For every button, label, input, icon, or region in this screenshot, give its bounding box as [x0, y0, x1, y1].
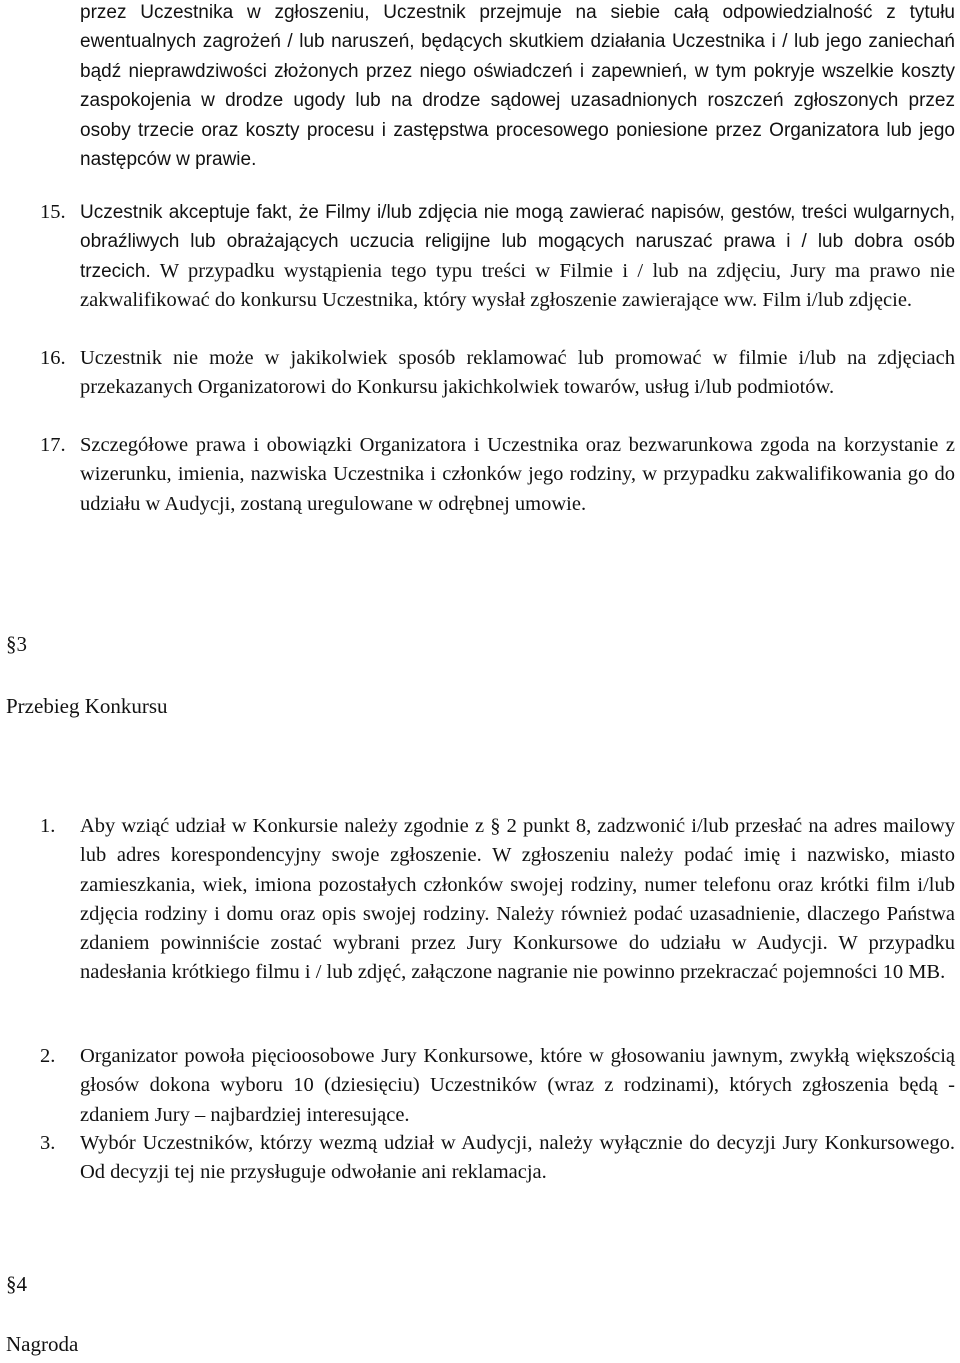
list-item: [40, 344, 955, 403]
list-item-number: 2.: [40, 1045, 56, 1067]
list-item-number: 3.: [40, 1132, 56, 1154]
list-item-text: Uczestnik akceptuje fakt, że Filmy i/lub zdjęcia nie mogą zawierać napisów, gestów, treści wulgarnych, obraźliwych lub obrażających uczucia religijne lub mogących naruszać prawa i / lub dobra osób trzecich.: [80, 202, 955, 282]
list-item-text: Uczestnik nie może w jakikolwiek sposób reklamować lub promować w filmie i/lub na zdjęciach przekazanych Organizatorowi do Konkursu jakichkolwiek towarów, usług i/lub podmiotów.: [80, 347, 955, 399]
section-number: [6, 1270, 27, 1299]
list-item-number: 16.: [40, 347, 66, 369]
list-item: [40, 1129, 955, 1188]
list-item: [40, 1042, 955, 1130]
list-item-number: 17.: [40, 434, 66, 456]
continuation-paragraph: przez Uczestnika w zgłoszeniu, Uczestnik przejmuje na siebie całą odpowiedzialność z tytułu ewentualnych zagrożeń / lub naruszeń, będących skutkiem działania Uczestnika i / lub jego zaniechań bądź nieprawdziwości złożonych przez niego oświadczeń i zapewnień, w tym pokryje wszelkie koszty zaspokojenia w drodze ugody lub na drodze sądowej uzasadnionych roszczeń zgłoszonych przez osoby trzecie oraz koszty procesu i zastępstwa procesowego poniesione przez Organizatora lub jego następców w prawie.: [80, 2, 955, 171]
section-number-value: 4: [16, 1272, 27, 1296]
list-item-text-continued: W zgłoszeniu należy podać imię i nazwisko, miasto zamieszkania, wiek, imiona pozostałych członków swojej rodziny, numer telefonu oraz krótki film i/lub zdjęcia rodziny i domu oraz opis swojej rodziny. Należy również podać uzasadnienie, dlaczego Państwa zdaniem powinniście zostać wybrani przez Jury Konkursowe do udziału w Audycji. W przypadku nadesłania krótkiego filmu i / lub zdjęć, załączone nagranie nie powinno przekraczać pojemności 10 MB.: [80, 844, 956, 984]
list-item: [40, 431, 955, 519]
list-item-number: 1.: [40, 815, 56, 837]
section-number-value: 3: [16, 632, 27, 656]
list-item: [40, 812, 956, 988]
section-number: [6, 630, 27, 659]
paragraph-symbol: §: [6, 632, 17, 656]
list-item-text: Aby wziąć udział w Konkursie należy zgodnie z § 2 punkt 8, zadzwonić i/lub przesłać na adres mailowy lub adres korespondencyjny swoje zgłoszenie.: [80, 815, 955, 867]
paragraph-symbol: §: [6, 1272, 17, 1296]
section-title: Nagroda: [6, 1332, 79, 1356]
list-item: [40, 198, 955, 315]
section-title: Przebieg Konkursu: [6, 694, 168, 718]
list-item-number: 15.: [40, 201, 66, 223]
list-item-text: Organizator powoła pięcioosobowe Jury Konkursowe, które w głosowaniu jawnym, zwykłą większością głosów dokona wyboru 10 (dziesięciu) Uczestników (wraz z rodzinami), których zgłoszenia będą - zdaniem Jury – najbardziej interesujące.: [80, 1045, 955, 1126]
list-item-text-continued: W przypadku wystąpienia tego typu treści w Filmie i / lub na zdjęciu, Jury ma prawo nie zakwalifikować do konkursu Uczestnika, który wysłał zgłoszenie zawierające ww. Film i/lub zdjęcie.: [80, 259, 955, 311]
list-item-text: Szczegółowe prawa i obowiązki Organizatora i Uczestnika oraz bezwarunkowa zgoda na korzystanie z wizerunku, imienia, nazwiska Uczestnika i członków jego rodziny, w przypadku zakwalifikowania go do udziału w Audycji, zostaną uregulowane w odrębnej umowie.: [80, 434, 955, 515]
list-item-text: Wybór Uczestników, którzy wezmą udział w Audycji, należy wyłącznie do decyzji Jury Konkursowego. Od decyzji tej nie przysługuje odwołanie ani reklamacja.: [80, 1132, 955, 1184]
